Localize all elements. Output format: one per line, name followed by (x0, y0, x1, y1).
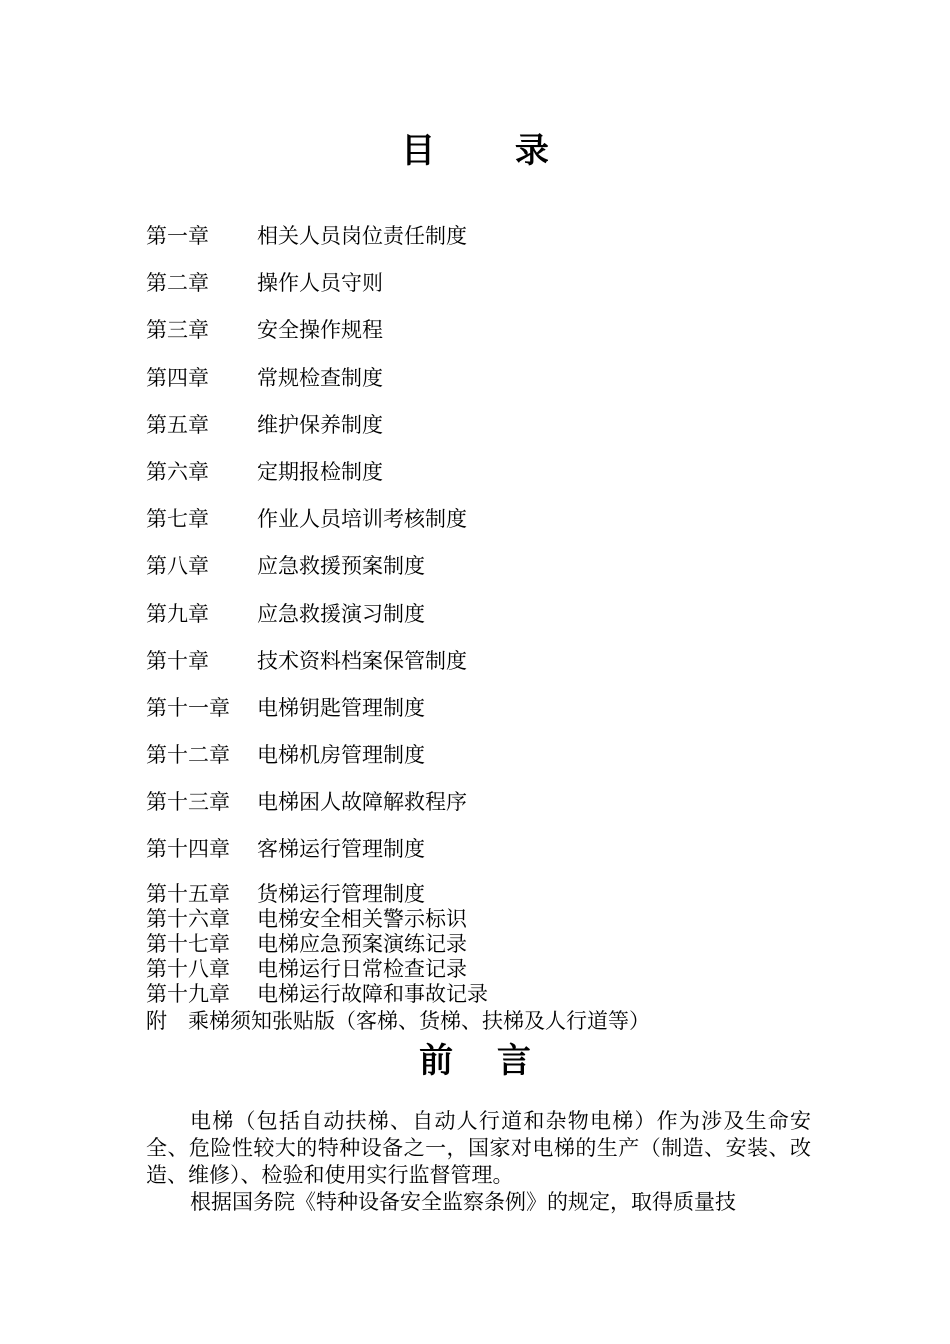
toc-chapter-title: 电梯机房管理制度 (257, 743, 425, 768)
toc-chapter-number: 第十八章 (146, 956, 230, 981)
preface-paragraph: 根据国务院《特种设备安全监察条例》的规定，取得质量技 (190, 1190, 736, 1214)
toc-chapter-number: 第三章 (146, 318, 209, 343)
toc-chapter-title: 电梯安全相关警示标识 (257, 906, 467, 931)
toc-appendix (146, 1009, 650, 1034)
toc-entry (146, 315, 846, 362)
toc-list (146, 221, 846, 1007)
toc-chapter-number: 第十章 (146, 648, 209, 673)
toc-chapter-title: 电梯应急预案演练记录 (257, 931, 467, 956)
toc-entry (146, 221, 846, 268)
toc-chapter-title: 技术资料档案保管制度 (257, 648, 467, 673)
toc-title: 目 录 (401, 131, 583, 171)
toc-entry (146, 882, 846, 907)
toc-chapter-number: 第七章 (146, 507, 209, 532)
toc-entry (146, 932, 846, 957)
toc-entry (146, 646, 846, 693)
toc-entry (146, 907, 846, 932)
toc-chapter-title: 应急救援演习制度 (257, 601, 425, 626)
toc-chapter-title: 应急救援预案制度 (257, 554, 425, 579)
toc-chapter-title: 电梯钥匙管理制度 (257, 695, 425, 720)
toc-entry (146, 693, 846, 740)
toc-chapter-title: 维护保养制度 (257, 412, 383, 437)
toc-chapter-title: 电梯运行故障和事故记录 (257, 981, 488, 1006)
toc-entry (146, 982, 846, 1007)
toc-entry (146, 504, 846, 551)
toc-chapter-title: 电梯运行日常检查记录 (257, 956, 467, 981)
toc-chapter-number: 第十五章 (146, 881, 230, 906)
appendix-title: 乘梯须知张贴版（客梯、货梯、扶梯及人行道等） (188, 1009, 650, 1033)
toc-chapter-title: 作业人员培训考核制度 (257, 507, 467, 532)
toc-chapter-number: 第四章 (146, 365, 209, 390)
preface-body (146, 1108, 811, 1216)
toc-chapter-number: 第五章 (146, 412, 209, 437)
toc-chapter-title: 货梯运行管理制度 (257, 881, 425, 906)
toc-chapter-number: 第十四章 (146, 837, 230, 862)
toc-chapter-title: 客梯运行管理制度 (257, 837, 425, 862)
toc-chapter-number: 第十一章 (146, 695, 230, 720)
toc-entry (146, 787, 846, 834)
toc-entry (146, 599, 846, 646)
toc-chapter-number: 第十二章 (146, 743, 230, 768)
toc-chapter-title: 操作人员守则 (257, 271, 383, 296)
toc-chapter-number: 第九章 (146, 601, 209, 626)
toc-chapter-number: 第十六章 (146, 906, 230, 931)
toc-entry (146, 551, 846, 598)
toc-entry (146, 740, 846, 787)
toc-entry (146, 834, 846, 881)
toc-chapter-title: 相关人员岗位责任制度 (257, 224, 467, 248)
toc-chapter-title: 电梯困人故障解救程序 (257, 790, 467, 815)
preface-paragraph: 电梯（包括自动扶梯、自动人行道和杂物电梯）作为涉及生命安全、危险性较大的特种设备之一，国家对电梯的生产（制造、安装、改造、维修）、检验和使用实行监督管理。 (146, 1109, 811, 1187)
toc-entry (146, 457, 846, 504)
toc-chapter-number: 第八章 (146, 554, 209, 579)
toc-chapter-title: 定期报检制度 (257, 459, 383, 484)
toc-chapter-number: 第十九章 (146, 981, 230, 1006)
toc-chapter-number: 第一章 (146, 224, 209, 248)
toc-chapter-number: 第六章 (146, 459, 209, 484)
toc-chapter-title: 安全操作规程 (257, 318, 383, 343)
preface-title: 前 言 (419, 1041, 547, 1081)
toc-entry (146, 363, 846, 410)
toc-chapter-number: 第十三章 (146, 790, 230, 815)
toc-entry (146, 268, 846, 315)
toc-entry (146, 410, 846, 457)
toc-chapter-title: 常规检查制度 (257, 365, 383, 390)
appendix-mark: 附 (146, 1009, 167, 1033)
toc-entry (146, 957, 846, 982)
toc-chapter-number: 第二章 (146, 271, 209, 296)
toc-chapter-number: 第十七章 (146, 931, 230, 956)
